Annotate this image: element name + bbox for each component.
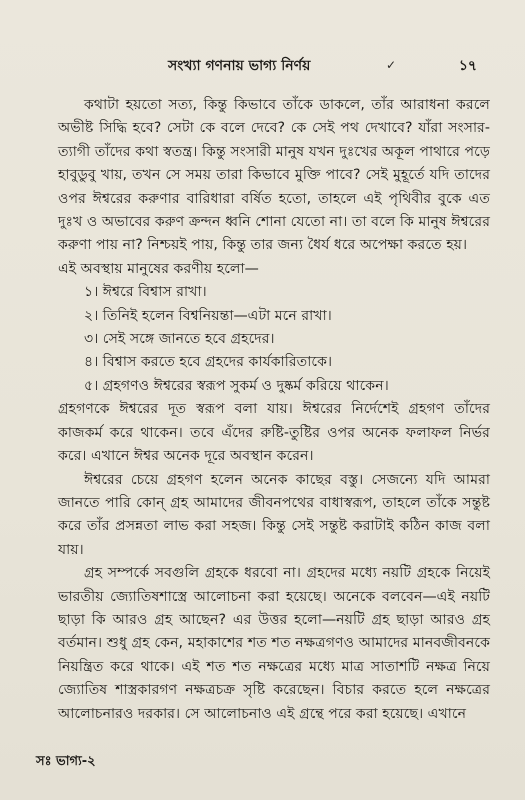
page-header xyxy=(0,54,525,78)
running-title: সংখ্যা গণনায় ভাগ্য নির্ণয় xyxy=(168,58,311,74)
paragraph-1: কথাটা হয়তো সত্য, কিন্তু কিভাবে তাঁকে ডাকলে, তাঁর আরাধনা করলে অভীষ্ট সিদ্ধি হবে? সেটা কে বলে দেবে? কে সেই পথ দেখাবে? যাঁরা সংসার-ত্যাগী তাঁদের কথা স্বতন্ত্র। কিন্তু সংসারী মানুষ যখন দুঃখের অকূল পাথারে পড়ে হাবুডুবু খায়, তখন সে সময় তারা কিভাবে মুক্তি পাবে? সেই মুহূর্তে যদি তাদের ওপর ঈশ্বরের করুণার বারিধারা বর্ষিত হতো, তাহলে এই পৃথিবীর বুকে এত দুঃখ ও অভাবের করুণ ক্রন্দন ধ্বনি শোনা যেতো না। তা বলে কি মানুষ ঈশ্বরের করুণা পায় না? নিশ্চয়ই পায়, কিন্তু তার জন্য ধৈর্য ধরে অপেক্ষা করতে হয়। xyxy=(58,97,490,254)
page-number: ১৭ xyxy=(458,58,477,74)
list-item: ২। তিনিই হলেন বিশ্বনিয়ন্তা—এটা মনে রাখা। xyxy=(84,307,332,324)
list-intro: এই অবস্থায় মানুষের করণীয় হলো— xyxy=(58,260,259,277)
pen-mark: ✓ xyxy=(386,58,397,72)
paragraph-3: ঈশ্বরের চেয়ে গ্রহগণ হলেন অনেক কাছের বস্তু। সেজন্যে যদি আমরা জানতে পারি কোন্ গ্রহ আমাদের জীবনপথের বাধাস্বরূপ, তাহলে তাঁকে সন্তুষ্ট করে তাঁর প্রসন্নতা লাভ করা সহজ। কিন্তু সেই সন্তুষ্ট করাটাই কঠিন কাজ বলা যায়। xyxy=(58,471,490,558)
footer-signature: সঃ ভাগ্য-২ xyxy=(36,754,96,769)
paragraph-2: গ্রহগণকে ঈশ্বরের দূত স্বরূপ বলা যায়। ঈশ্বরের নির্দেশেই গ্রহগণ তাঁদের কাজকর্ম করে থাকেন। তবে এঁদের রুষ্টি-তুষ্টির ওপর অনেক ফলাফল নির্ভর করে। এখানে ঈশ্বর অনেক দূরে অবস্থান করেন। xyxy=(58,401,490,465)
list-item: ৩। সেই সঙ্গে জানতে হবে গ্রহদের। xyxy=(84,331,275,348)
paragraph-4: গ্রহ সম্পর্কে সবগুলি গ্রহকে ধরবো না। গ্রহদের মধ্যে নয়টি গ্রহকে নিয়েই ভারতীয় জ্যোতিষশাস্ত্রে আলোচনা করা হয়েছে। অনেকে বলবেন—এই নয়টি ছাড়া কি আরও গ্রহ আছেন? এর উত্তর হলো—নয়টি গ্রহ ছাড়া আরও গ্রহ বর্তমান। শুধু গ্রহ কেন, মহাকাশের শত শত নক্ষত্রগণও আমাদের মানবজীবনকে নিয়ন্ত্রিত করে থাকে। এই শত শত নক্ষত্রের মধ্যে মাত্র সাতাশটি নক্ষত্র নিয়ে জ্যোতিষ শাস্ত্রকারগণ নক্ষত্রচক্র সৃষ্টি করেছেন। বিচার করতে হলে নক্ষত্রের আলোচনারও দরকার। সে আলোচনাও এই গ্রন্থে পরে করা হয়েছে। এখানে xyxy=(58,565,490,722)
list-item: ৫। গ্রহগণও ঈশ্বরের স্বরূপ সুকর্ম ও দুষ্কর্ম করিয়ে থাকেন। xyxy=(84,377,389,394)
duties-list xyxy=(58,281,490,398)
list-item: ৪। বিশ্বাস করতে হবে গ্রহদের কার্যকারিতাকে। xyxy=(84,354,333,371)
body-text xyxy=(58,94,490,726)
list-item: ১। ঈশ্বরে বিশ্বাস রাখা। xyxy=(84,284,207,301)
